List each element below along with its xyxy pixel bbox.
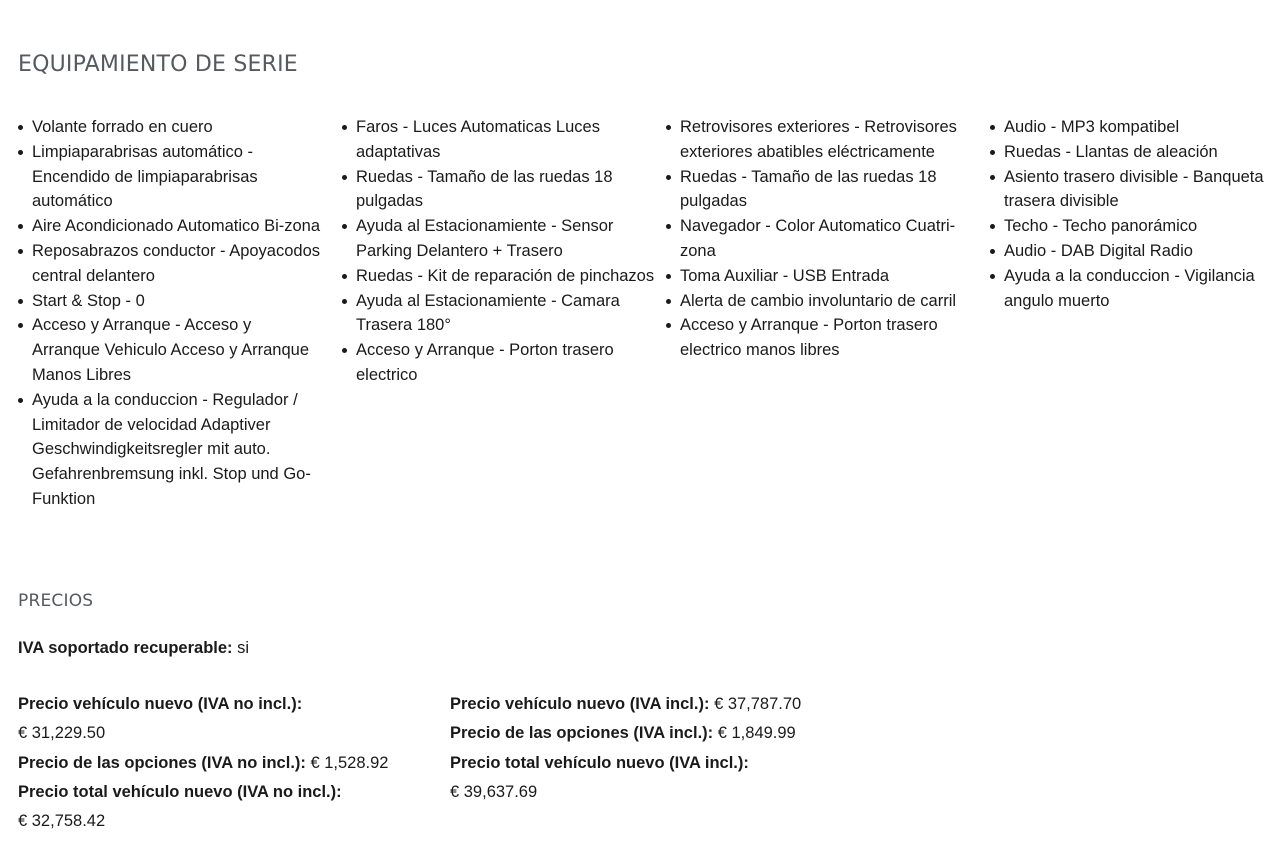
list-item <box>32 214 322 239</box>
equipment-section-title: EQUIPAMIENTO DE SERIE <box>18 52 298 77</box>
equipment-item-label: Audio - MP3 kompatibel <box>1004 118 1180 136</box>
options-price-net-label: Precio de las opciones (IVA no incl.): <box>18 753 306 772</box>
equipment-column-3 <box>666 115 980 363</box>
list-item <box>356 214 656 264</box>
bullet-icon <box>990 249 995 254</box>
list-item <box>32 115 322 140</box>
equipment-item-label: Ayuda al Estacionamiente - Camara Trasera 180° <box>356 291 620 335</box>
new-price-net-label: Precio vehículo nuevo (IVA no incl.): <box>18 695 303 713</box>
list-item <box>32 239 322 289</box>
options-price-gross-value: € 1,849.99 <box>717 724 796 743</box>
equipment-item-label: Acceso y Arranque - Porton trasero electrico <box>356 341 614 384</box>
bullet-icon <box>342 224 347 229</box>
bullet-icon <box>18 249 23 254</box>
bullet-icon <box>666 299 671 304</box>
bullet-icon <box>342 348 347 353</box>
equipment-item-label: Ayuda a la conduccion - Regulador / Limitador de velocidad Adaptiver Geschwindigkeitsregler mit auto. Gefahrenbremsung inkl. Stop und Go-Funktion <box>32 390 311 508</box>
list-item <box>32 388 322 512</box>
equipment-item-label: Acceso y Arranque - Porton trasero electrico manos libres <box>680 316 938 360</box>
list-item <box>680 289 980 314</box>
iva-recoverable-line <box>18 639 249 658</box>
equipment-item-label: Aire Acondicionado Automatico Bi-zona <box>32 217 321 236</box>
equipment-item-label: Reposabrazos conductor - Apoyacodos central delantero <box>32 241 321 285</box>
equipment-item-label: Alerta de cambio involuntario de carril <box>680 291 957 310</box>
equipment-item-label: Navegador - Color Automatico Cuatri-zona <box>680 217 956 260</box>
bullet-icon <box>342 274 347 279</box>
prices-without-vat <box>18 690 418 836</box>
list-item <box>356 338 656 388</box>
equipment-item-label: Limpiaparabrisas automático - Encendido de limpiaparabrisas automático <box>32 142 258 211</box>
iva-recoverable-value: si <box>237 639 250 657</box>
list-item <box>356 289 656 339</box>
list-item <box>1004 115 1280 140</box>
bullet-icon <box>990 125 995 130</box>
bullet-icon <box>666 125 671 130</box>
bullet-icon <box>18 150 23 155</box>
options-price-gross-label: Precio de las opciones (IVA incl.): <box>450 724 714 743</box>
new-price-gross-label: Precio vehículo nuevo (IVA incl.): <box>450 695 710 713</box>
list-item <box>680 313 980 363</box>
list-item <box>356 115 656 165</box>
list-item <box>1004 140 1280 165</box>
equipment-item-label: Ruedas - Kit de reparación de pinchazos <box>356 266 655 285</box>
list-item <box>356 165 656 215</box>
list-item <box>356 264 656 289</box>
bullet-icon <box>342 299 347 304</box>
list-item <box>32 313 322 387</box>
list-item <box>1004 239 1280 264</box>
bullet-icon <box>666 224 671 229</box>
prices-section-title: PRECIOS <box>18 591 94 611</box>
list-item <box>1004 165 1280 215</box>
bullet-icon <box>666 323 671 328</box>
equipment-column-4 <box>990 115 1280 313</box>
equipment-item-label: Ayuda a la conduccion - Vigilancia angulo muerto <box>1004 266 1255 310</box>
list-item <box>1004 264 1280 314</box>
bullet-icon <box>990 150 995 155</box>
equipment-column-1 <box>18 115 322 512</box>
bullet-icon <box>990 224 995 229</box>
equipment-item-label: Acceso y Arranque - Acceso y Arranque Vehiculo Acceso y Arranque Manos Libres <box>32 316 310 384</box>
bullet-icon <box>18 323 23 328</box>
bullet-icon <box>666 274 671 279</box>
bullet-icon <box>342 125 347 130</box>
bullet-icon <box>342 175 347 180</box>
options-price-net-value: € 1,528.92 <box>310 753 389 772</box>
equipment-column-2 <box>342 115 656 388</box>
equipment-item-label: Toma Auxiliar - USB Entrada <box>680 266 890 285</box>
equipment-item-label: Start & Stop - 0 <box>32 291 145 310</box>
equipment-item-label: Retrovisores exteriores - Retrovisores exteriores abatibles eléctricamente <box>680 118 957 161</box>
list-item <box>32 289 322 314</box>
bullet-icon <box>18 299 23 304</box>
equipment-item-label: Techo - Techo panorámico <box>1004 217 1198 236</box>
bullet-icon <box>18 398 23 403</box>
bullet-icon <box>18 125 23 130</box>
equipment-item-label: Asiento trasero divisible - Banqueta trasera divisible <box>1004 167 1264 211</box>
list-item <box>1004 214 1280 239</box>
bullet-icon <box>18 224 23 229</box>
equipment-item-label: Ruedas - Tamaño de las ruedas 18 pulgadas <box>680 167 937 211</box>
list-item <box>680 165 980 215</box>
total-price-gross-label: Precio total vehículo nuevo (IVA incl.): <box>450 753 749 772</box>
bullet-icon <box>666 175 671 180</box>
list-item <box>680 115 980 165</box>
prices-with-vat <box>450 690 870 807</box>
list-item <box>680 264 980 289</box>
equipment-item-label: Audio - DAB Digital Radio <box>1004 241 1193 260</box>
new-price-net-value: € 31,229.50 <box>18 724 106 743</box>
equipment-item-label: Ruedas - Tamaño de las ruedas 18 pulgadas <box>356 167 613 211</box>
equipment-item-label: Ruedas - Llantas de aleación <box>1004 142 1218 161</box>
total-price-gross-value: € 39,637.69 <box>450 782 538 801</box>
equipment-item-label: Ayuda al Estacionamiente - Sensor Parking Delantero + Trasero <box>356 217 614 260</box>
equipment-item-label: Faros - Luces Automaticas Luces adaptativas <box>356 118 600 161</box>
total-price-net-value: € 32,758.42 <box>18 812 106 831</box>
list-item <box>32 140 322 214</box>
new-price-gross-value: € 37,787.70 <box>714 695 802 713</box>
bullet-icon <box>990 274 995 279</box>
iva-recoverable-label: IVA soportado recuperable: <box>18 639 233 657</box>
equipment-item-label: Volante forrado en cuero <box>32 118 213 136</box>
list-item <box>680 214 980 264</box>
total-price-net-label: Precio total vehículo nuevo (IVA no incl.): <box>18 782 342 801</box>
bullet-icon <box>990 175 995 180</box>
